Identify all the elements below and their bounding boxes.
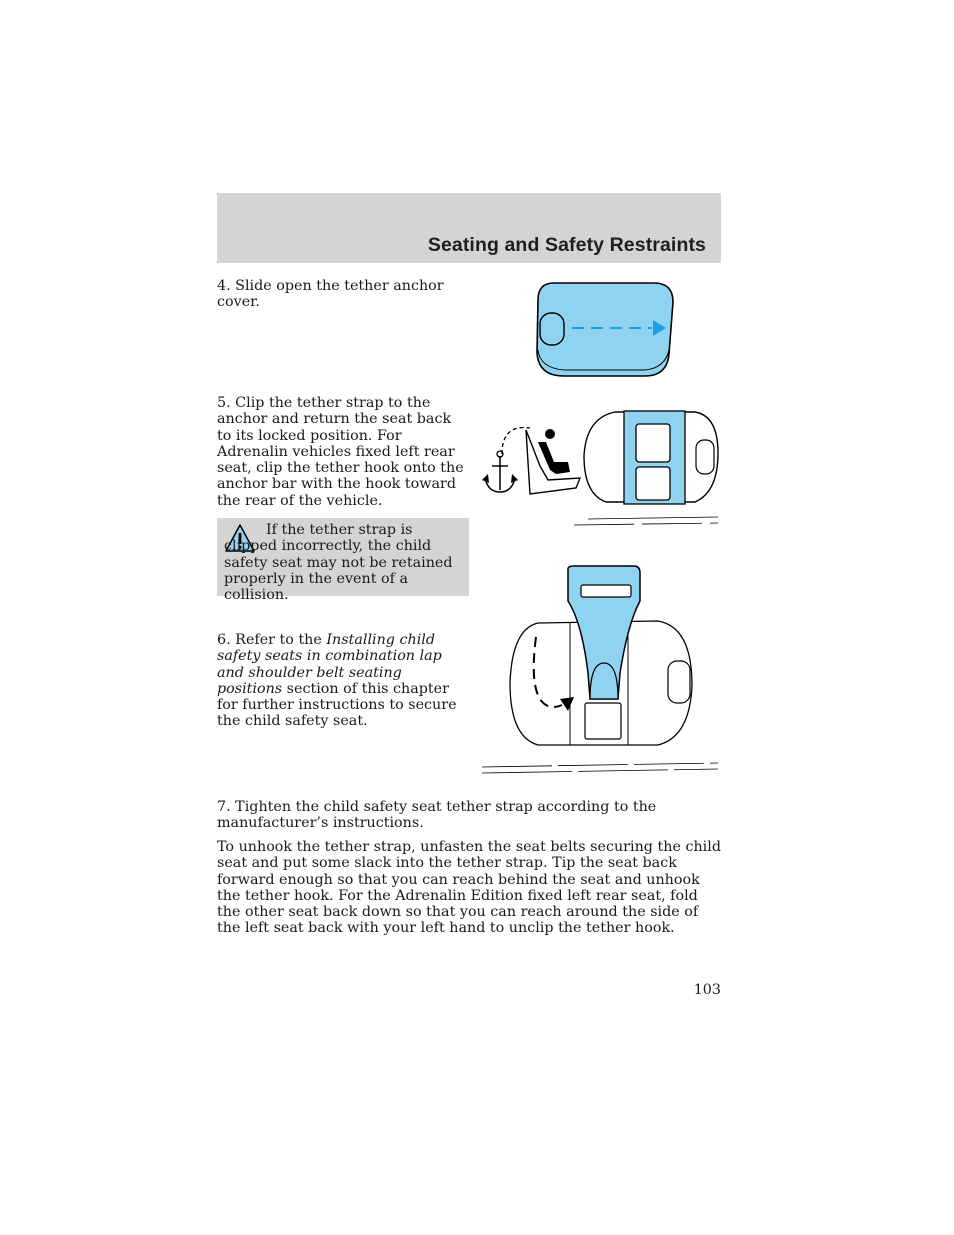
unhook-paragraph: To unhook the tether strap, unfasten the seat belts securing the child seat and put some slack into the tether strap. Tip the seat back forward enough so that you can reach behind the seat and unhook the tether hook. For the Adrenalin Edition fixed left rear seat, fold the other seat back down so that you can reach around the side of the left seat back with your left hand to unclip the tether hook.: [217, 839, 721, 937]
step-4-text: 4. Slide open the tether anchor cover.: [217, 278, 444, 311]
tether-clip-illustration: [480, 408, 722, 530]
warning-box: [217, 518, 469, 604]
step-6-text: [217, 632, 469, 730]
page-number: 103: [693, 982, 721, 998]
secure-seat-illustration: [478, 563, 722, 779]
page-title: Seating and Safety Restraints: [427, 234, 706, 256]
step-6-section-reference: Installing child safety seats in combination lap and shoulder belt seating positions: [217, 632, 442, 697]
step-6-prefix: 6. Refer to the: [217, 632, 327, 648]
header-band: [217, 193, 721, 263]
warning-text: If the tether strap is clipped incorrectly, the child safety seat may not be retained properly in the event of a collision.: [224, 522, 453, 604]
step-6-suffix: section of this chapter for further instructions to secure the child safety seat.: [217, 680, 457, 730]
step-5-text: 5. Clip the tether strap to the anchor and return the seat back to its locked position. For Adrenalin vehicles fixed left rear seat, clip the tether hook onto the anchor bar with the hook toward the rear of the vehicle.: [217, 395, 464, 509]
step-7-text: 7. Tighten the child safety seat tether strap according to the manufacturer’s instructions.: [217, 799, 657, 832]
anchor-cover-illustration: [532, 280, 677, 380]
